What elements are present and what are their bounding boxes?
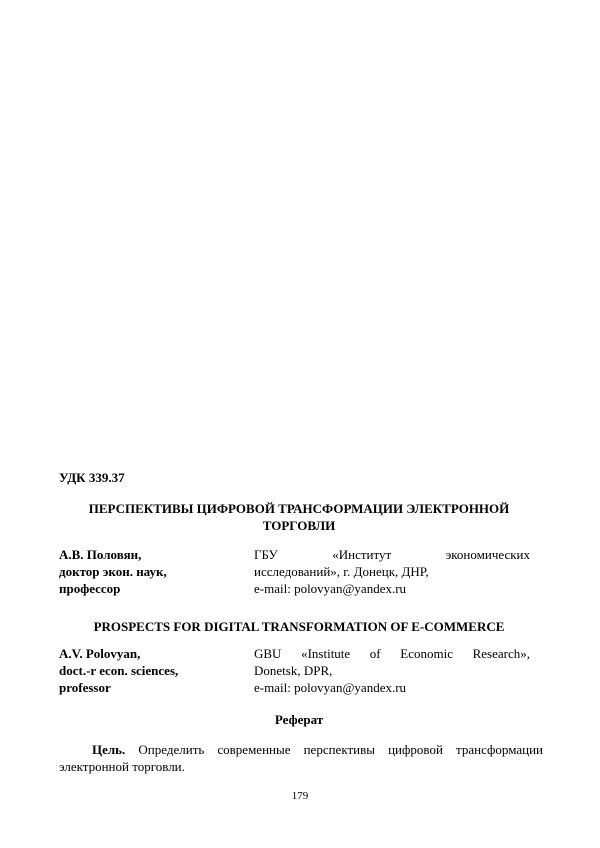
article-title-ru-line-2: ТОРГОВЛИ [262,518,336,533]
goal-line-1 [59,741,543,758]
affiliation-ru-line-2: исследований», г. Донецк, ДНР, [254,564,429,579]
author-position-en: professor [59,680,111,695]
author-email-ru: e-mail: polovyan@yandex.ru [254,581,407,596]
author-degree-ru: доктор экон. наук, [59,564,167,579]
abstract-heading: Реферат [274,712,324,727]
article-title-ru [59,500,539,534]
affiliation-ru-line-1: ГБУ «Институт экономических [254,547,530,562]
goal-text-line-2: электронной торговли. [59,759,185,774]
author-name-en: A.V. Polovyan, [59,646,141,661]
affiliation-block-en [254,645,530,696]
author-position-ru: профессор [59,581,121,596]
article-title-ru-line-1: ПЕРСПЕКТИВЫ ЦИФРОВОЙ ТРАНСФОРМАЦИИ ЭЛЕКТРОННОЙ [88,501,510,516]
affiliation-en-line-1: GBU «Institute of Economic Research», [254,646,530,661]
author-block-en [59,645,244,696]
author-degree-en: doct.-r econ. sciences, [59,663,179,678]
author-block-ru [59,546,244,597]
author-email-en: e-mail: polovyan@yandex.ru [254,680,407,695]
goal-text-line-1: Определить современные перспективы цифровой трансформации [138,742,544,757]
article-title-en: PROSPECTS FOR DIGITAL TRANSFORMATION OF E-COMMERCE [93,619,505,634]
author-name-ru: А.В. Половян, [59,547,142,562]
udc-code: УДК 339.37 [59,470,125,485]
affiliation-block-ru [254,546,530,597]
page-number: 179 [291,790,309,802]
goal-paragraph [59,741,543,775]
affiliation-en-line-2: Donetsk, DPR, [254,663,333,678]
goal-label: Цель. [92,742,126,757]
